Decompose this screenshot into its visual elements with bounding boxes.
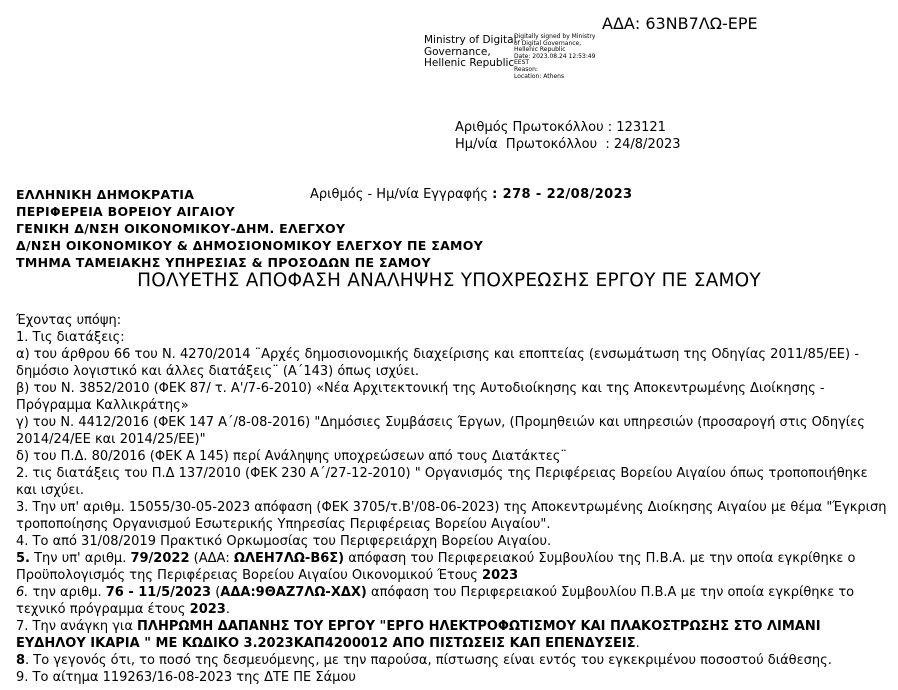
item-3: 3. Την υπ' αριθμ. 15055/30-05-2023 απόφαση (ΦΕΚ 3705/τ.Β'/08-06-2023) της Αποκεντρωμένης Διοίκησης Αιγαίου με θέμα "Έγκριση τροποποίησης Οργανισμού Εσωτερικής Υπηρεσίας Περιφέρειας Βορείου Αιγαίου".: [16, 500, 887, 532]
header-line: ΓΕΝΙΚΗ Δ/ΝΣΗ ΟΙΚΟΝΟΜΙΚΟΥ-ΔΗΜ. ΕΛΕΓΧΟΥ: [16, 221, 346, 236]
item-1b: β) του Ν. 3852/2010 (ΦΕΚ 87/ τ. Α'/7-6-2010) «Νέα Αρχιτεκτονική της Αυτοδιοίκησης και της Αποκεντρωμένης Διοίκησης - Πρόγραμμα Καλλικράτης»: [16, 381, 825, 413]
registration-value: : 278 - 22/08/2023: [492, 187, 633, 202]
intro: Έχοντας υπόψη:: [16, 313, 122, 328]
item-2: 2. τις διατάξεις του Π.Δ 137/2010 (ΦΕΚ 230 Α΄/27-12-2010) " Οργανισμός της Περιφέρειας Βορείου Αιγαίου όπως τροποποιήθηκε και ισχύει.: [16, 466, 868, 498]
header-line: Δ/ΝΣΗ ΟΙΚΟΝΟΜΙΚΟΥ & ΔΗΜΟΣΙΟΝΟΜΙΚΟΥ ΕΛΕΓΧΟΥ ΠΕ ΣΑΜΟΥ: [16, 238, 484, 253]
item-1c: γ) του Ν. 4412/2016 (ΦΕΚ 147 Α΄/8-08-2016) "Δημόσιες Συμβάσεις Έργων, (Προμηθειών και υπηρεσιών (προσαρογή στις Οδηγίες 2014/24/ΕΕ και 2014/25/ΕΕ)": [16, 415, 865, 447]
item-8: 8. Το γεγονός ότι, το ποσό της δεσμευόμενης, με την παρούσα, πίστωσης είναι εντός του εγκεκριμένου ποσοστού διάθεσης.: [16, 653, 832, 668]
document-body: [16, 312, 890, 686]
item-6: 6. την αριθμ. 76 - 11/5/2023 (ΑΔΑ:9ΘΑΖ7ΛΩ-ΧΔΧ) απόφαση του Περιφερειακού Συμβουλίου Π.Β.Α με την οποία εγκρίθηκε το τεχνικό πρόγραμμα έτους 2023.: [16, 585, 855, 617]
signature-signer: Ministry of Digital Governance, Hellenic Republic: [424, 34, 517, 69]
item-4: 4. Το από 31/08/2019 Πρακτικό Ορκωμοσίας του Περιφερειάρχη Βορείου Αιγαίου.: [16, 534, 552, 549]
item-1d: δ) του Π.Δ. 80/2016 (ΦΕΚ Α 145) περί Ανάληψης υποχρεώσεων από τους Διατάκτες¨: [16, 449, 567, 464]
ada-code: ΑΔΑ: 63ΝΒ7ΛΩ-ΕΡΕ: [602, 14, 758, 33]
signature-details: Digitally signed by Ministry of Digital Governance, Hellenic Republic Date: 2023.08.24 12:53:49 EEST Reason: Location: Athens: [514, 33, 596, 80]
registration-label: Αριθμός - Ημ/νία Εγγραφής: [310, 187, 488, 202]
header-line: ΕΛΛΗΝΙΚΗ ΔΗΜΟΚΡΑΤΙΑ: [16, 187, 195, 202]
item-1-label: 1. Τις διατάξεις:: [16, 330, 125, 345]
item-9: 9. Το αίτημα 119263/16-08-2023 της ΔΤΕ ΠΕ Σάμου: [16, 670, 356, 685]
item-1a: α) του άρθρου 66 του Ν. 4270/2014 ¨Αρχές δημοσιονομικής διαχείρισης και εποπτείας (ενσωμάτωση της Οδηγίας 2011/85/ΕΕ) - δημόσιο λογιστικό και άλλες διατάξεις¨ (Α΄143) όπως ισχύει.: [16, 347, 859, 379]
item-5: 5. Την υπ' αριθμ. 79/2022 (ΑΔΑ: ΩΛΕΗ7ΛΩ-Β6Σ) απόφαση του Περιφερειακού Συμβουλίου της Π.Β.Α. με την οποία εγκρίθηκε ο Προϋπολογισμός της Περιφέρειας Βορείου Αιγαίου Οικονομικού Έτους 2023: [16, 551, 856, 583]
protocol-info: Αριθμός Πρωτοκόλλου : 123121 Ημ/νία Πρωτοκόλλου : 24/8/2023: [455, 120, 681, 152]
header-line: ΠΕΡΙΦΕΡΕΙΑ ΒΟΡΕΙΟΥ ΑΙΓΑΙΟΥ: [16, 204, 235, 219]
item-7: 7. Την ανάγκη για ΠΛΗΡΩΜΗ ΔΑΠΑΝΗΣ ΤΟΥ ΕΡΓΟΥ "ΕΡΓΟ ΗΛΕΚΤΡΟΦΩΤΙΣΜΟΥ ΚΑΙ ΠΛΑΚΟΣΤΡΩΣΗΣ ΣΤΟ ΛΙΜΑΝΙ ΕΥΔΗΛΟΥ ΙΚΑΡΙΑ " ΜΕ ΚΩΔΙΚΟ 3.2023ΚΑΠ4200012 ΑΠΟ ΠΙΣΤΩΣΕΙΣ ΚΑΠ ΕΠΕΝΔΥΣΕΙΣ.: [16, 619, 821, 651]
registration-info: [310, 186, 632, 203]
header-line: ΤΜΗΜΑ ΤΑΜΕΙΑΚΗΣ ΥΠΗΡΕΣΙΑΣ & ΠΡΟΣΟΔΩΝ ΠΕ ΣΑΜΟΥ: [16, 255, 431, 270]
document-title: ΠΟΛΥΕΤΗΣ ΑΠΟΦΑΣΗ ΑΝΑΛΗΨΗΣ ΥΠΟΧΡΕΩΣΗΣ ΕΡΓΟΥ ΠΕ ΣΑΜΟΥ: [137, 270, 761, 291]
